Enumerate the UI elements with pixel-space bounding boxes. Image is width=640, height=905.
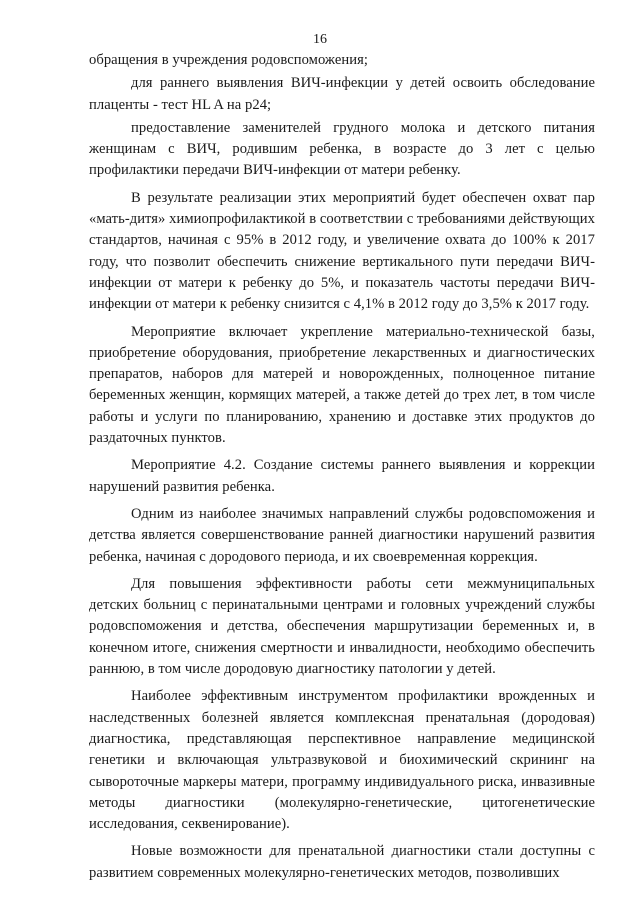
- paragraph-3: предоставление заменителей грудного молока и детского питания женщинам с ВИЧ, родившим ребенка, в возрасте до 3 лет с целью профилактики передачи ВИЧ-инфекции от матери ребенку.: [89, 119, 595, 179]
- paragraph-5: Мероприятие включает укрепление материально-технической базы, приобретение оборудования, приобретение лекарственных и диагностических препаратов, наборов для матерей и новорожденных, полноценное питание беременных женщин, кормящих матерей, а также детей до трех лет, в том числе работы и услуги по планированию, хранению и доставке этих продуктов до раздаточных пунктов.: [89, 323, 595, 447]
- paragraph-10: Новые возможности для пренатальной диагностики стали доступны с развитием современных молекулярно-генетических методов, позволивших: [89, 843, 595, 881]
- paragraph-4: В результате реализации этих мероприятий будет обеспечен охват пар «мать-дитя» химиопрофилактикой в соответствии с требованиями действующих стандартов, начиная с 95% в 2012 году, и увеличение охвата до 100% к 2017 году, что позволит обеспечить снижение вертикального пути передачи ВИЧ-инфекции от матери к ребенку до 5%, и показатель частоты передачи ВИЧ-инфекции от матери к ребенку снизится с 4,1% в 2012 году до 3,5% к 2017 году.: [89, 189, 595, 313]
- document-body: [89, 50, 595, 890]
- paragraph-1: обращения в учреждения родовспоможения;: [89, 52, 368, 68]
- page-number: 16: [313, 32, 327, 47]
- paragraph-8: Для повышения эффективности работы сети межмуниципальных детских больниц с перинатальными центрами и головных учреждений службы родовспоможения и детства, обеспечения маршрутизации беременных и, в конечном итоге, снижения смертности и инвалидности, необходимо обеспечить раннюю, в том числе дородовую диагностику патологии у детей.: [89, 575, 595, 678]
- paragraph-7: Одним из наиболее значимых направлений службы родовспоможения и детства является совершенствование ранней диагностики нарушений развития ребенка, начиная с дородового периода, и их своевременная коррекция.: [89, 505, 595, 565]
- paragraph-9: Наиболее эффективным инструментом профилактики врожденных и наследственных болезней является комплексная пренатальная (дородовая) диагностика, представляющая перспективное направление медицинской генетики и включающая ультразвуковой и биохимический скрининг на сывороточные маркеры матери, программу индивидуального риска, инвазивные методы диагностики (молекулярно-генетические, цитогенетические исследования, секвенирование).: [89, 688, 595, 833]
- paragraph-2: для раннего выявления ВИЧ-инфекции у детей освоить обследование плаценты - тест HL A на p24;: [89, 75, 595, 113]
- paragraph-6: Мероприятие 4.2. Создание системы раннего выявления и коррекции нарушений развития ребенка.: [89, 457, 595, 495]
